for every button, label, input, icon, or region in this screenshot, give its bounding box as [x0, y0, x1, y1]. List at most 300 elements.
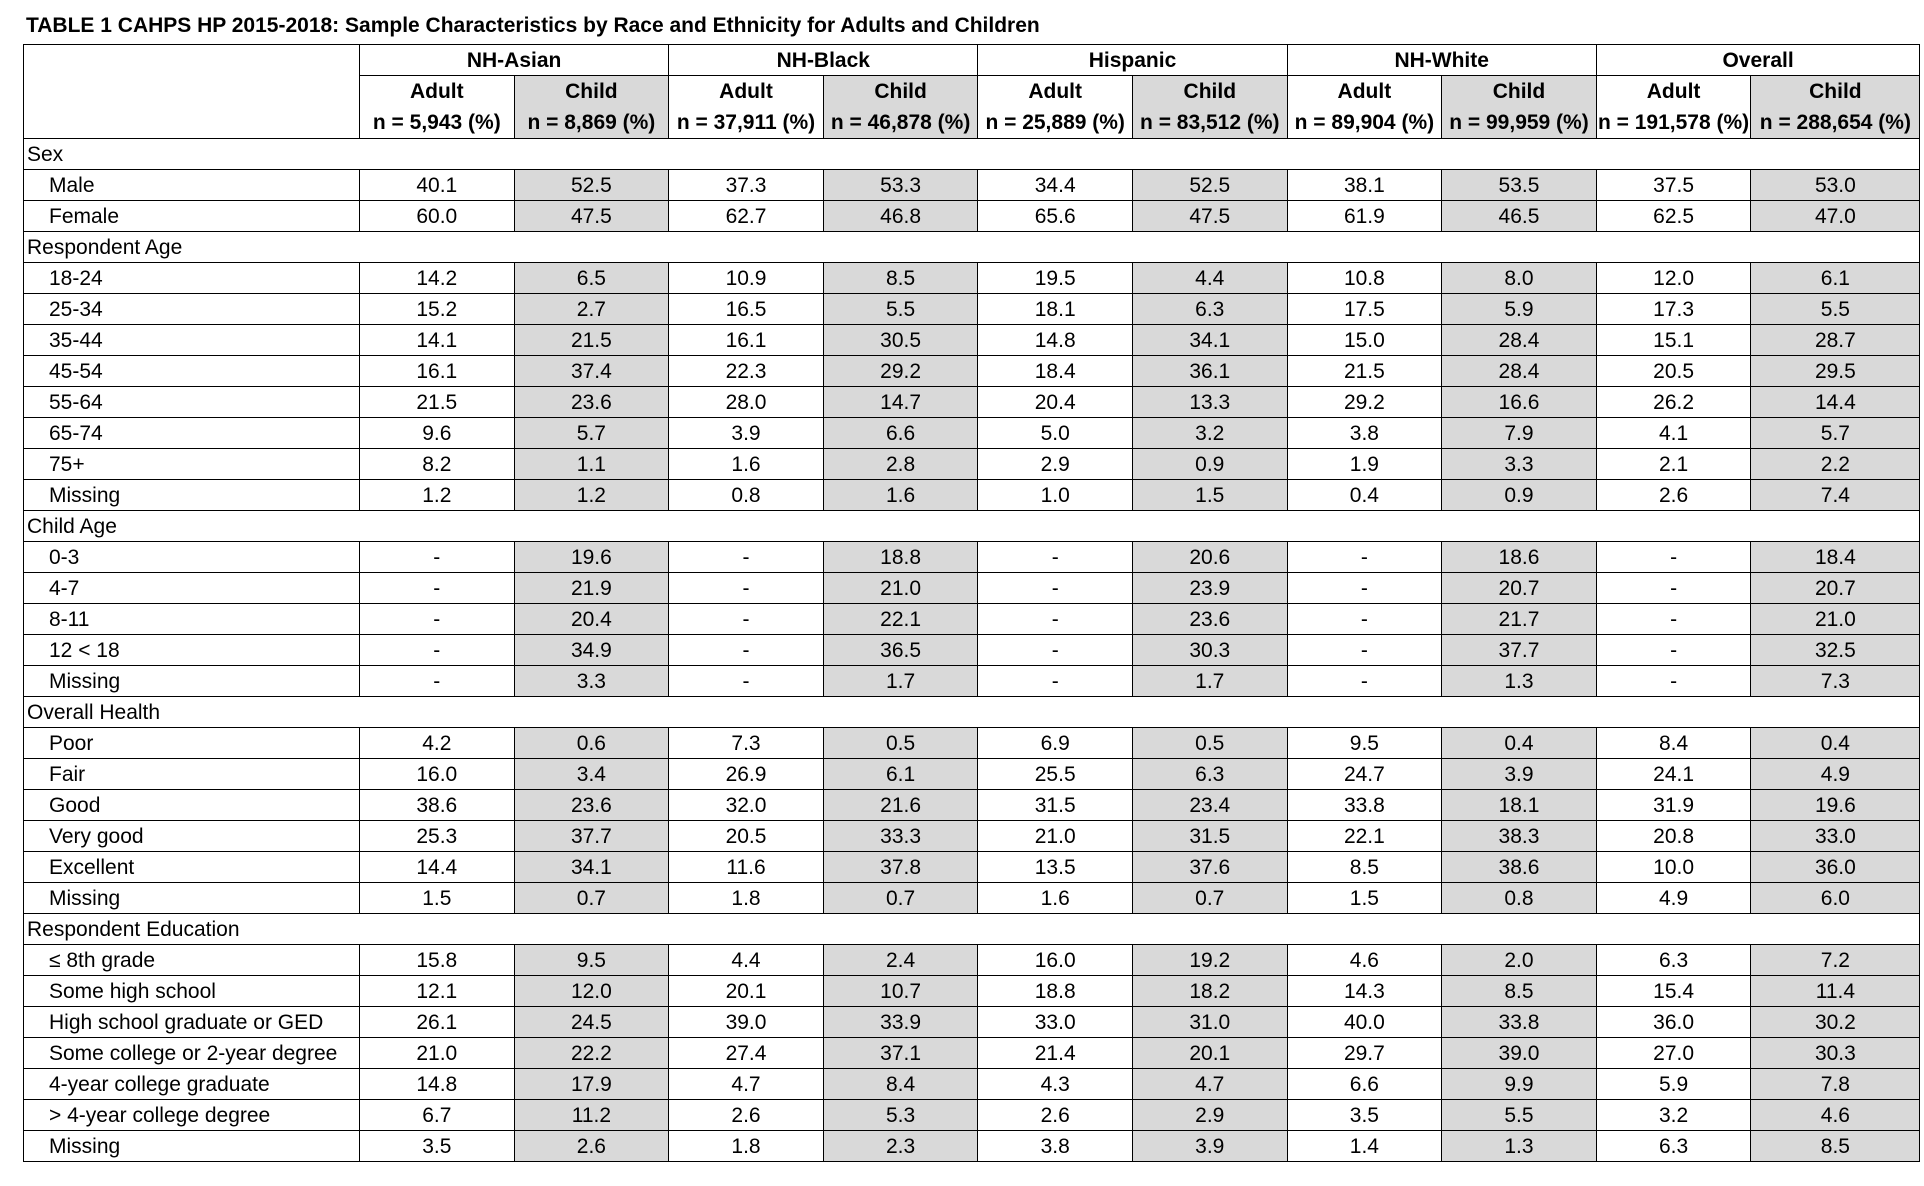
row-label: Poor: [24, 728, 360, 759]
row-label: 4-7: [24, 573, 360, 604]
child-value-cell: 31.5: [1132, 821, 1287, 852]
child-value-cell: 18.2: [1132, 976, 1287, 1007]
child-value-cell: 29.5: [1751, 356, 1920, 387]
child-value-cell: 0.9: [1442, 480, 1597, 511]
adult-value-cell: 10.8: [1287, 263, 1442, 294]
child-value-cell: 1.7: [1132, 666, 1287, 697]
table-row: [24, 759, 1920, 790]
adult-value-cell: 1.6: [978, 883, 1133, 914]
section-row: [24, 914, 1920, 945]
adult-value-cell: 14.8: [360, 1069, 515, 1100]
child-value-cell: 5.3: [823, 1100, 978, 1131]
child-value-cell: 13.3: [1132, 387, 1287, 418]
section-row: [24, 139, 1920, 170]
subheader-adult: Adult: [978, 76, 1133, 107]
child-value-cell: 30.3: [1751, 1038, 1920, 1069]
child-value-cell: 2.6: [514, 1131, 669, 1162]
adult-value-cell: 3.8: [1287, 418, 1442, 449]
child-value-cell: 21.0: [1751, 604, 1920, 635]
adult-value-cell: 33.0: [978, 1007, 1133, 1038]
adult-value-cell: -: [1287, 604, 1442, 635]
child-value-cell: 18.6: [1442, 542, 1597, 573]
section-row: [24, 511, 1920, 542]
child-value-cell: 2.4: [823, 945, 978, 976]
child-value-cell: 0.7: [823, 883, 978, 914]
adult-value-cell: 61.9: [1287, 201, 1442, 232]
child-value-cell: 2.3: [823, 1131, 978, 1162]
row-label: Good: [24, 790, 360, 821]
child-value-cell: 23.6: [514, 387, 669, 418]
sample-size-adult: n = 5,943 (%): [360, 106, 515, 139]
adult-value-cell: 20.5: [669, 821, 824, 852]
group-header-nh-white: NH-White: [1287, 45, 1596, 76]
child-value-cell: 0.5: [823, 728, 978, 759]
child-value-cell: 20.4: [514, 604, 669, 635]
child-value-cell: 52.5: [1132, 170, 1287, 201]
child-value-cell: 2.2: [1751, 449, 1920, 480]
adult-value-cell: 16.5: [669, 294, 824, 325]
row-label: 35-44: [24, 325, 360, 356]
child-value-cell: 38.3: [1442, 821, 1597, 852]
characteristics-table: [23, 44, 1920, 1162]
row-label: Very good: [24, 821, 360, 852]
child-value-cell: 3.9: [1442, 759, 1597, 790]
adult-value-cell: -: [1596, 604, 1751, 635]
adult-value-cell: 21.4: [978, 1038, 1133, 1069]
child-value-cell: 53.3: [823, 170, 978, 201]
row-label: Female: [24, 201, 360, 232]
adult-value-cell: -: [669, 635, 824, 666]
row-label: Missing: [24, 480, 360, 511]
child-value-cell: 6.0: [1751, 883, 1920, 914]
child-value-cell: 14.4: [1751, 387, 1920, 418]
table-row: [24, 1007, 1920, 1038]
adult-value-cell: 27.0: [1596, 1038, 1751, 1069]
adult-value-cell: 16.0: [978, 945, 1133, 976]
adult-value-cell: 65.6: [978, 201, 1133, 232]
child-value-cell: 2.9: [1132, 1100, 1287, 1131]
adult-value-cell: 15.8: [360, 945, 515, 976]
child-value-cell: 12.0: [514, 976, 669, 1007]
adult-value-cell: 34.4: [978, 170, 1133, 201]
child-value-cell: 1.2: [514, 480, 669, 511]
adult-value-cell: 16.0: [360, 759, 515, 790]
child-value-cell: 30.2: [1751, 1007, 1920, 1038]
adult-value-cell: 9.6: [360, 418, 515, 449]
child-value-cell: 18.8: [823, 542, 978, 573]
child-value-cell: 37.8: [823, 852, 978, 883]
group-header-nh-asian: NH-Asian: [360, 45, 669, 76]
row-label: ≤ 8th grade: [24, 945, 360, 976]
child-value-cell: 23.4: [1132, 790, 1287, 821]
table-row: [24, 1038, 1920, 1069]
child-value-cell: 0.9: [1132, 449, 1287, 480]
child-value-cell: 37.7: [514, 821, 669, 852]
table-row: [24, 201, 1920, 232]
child-value-cell: 20.7: [1751, 573, 1920, 604]
table-row: [24, 449, 1920, 480]
group-header-overall: Overall: [1596, 45, 1920, 76]
adult-value-cell: 4.7: [669, 1069, 824, 1100]
adult-value-cell: 6.9: [978, 728, 1133, 759]
child-value-cell: 1.7: [823, 666, 978, 697]
table-row: [24, 387, 1920, 418]
table-row: [24, 542, 1920, 573]
table-title: TABLE 1 CAHPS HP 2015-2018: Sample Characteristics by Race and Ethnicity for Adults and Children: [26, 14, 1040, 37]
child-value-cell: 3.4: [514, 759, 669, 790]
child-value-cell: 5.7: [514, 418, 669, 449]
adult-value-cell: -: [360, 666, 515, 697]
adult-value-cell: 15.4: [1596, 976, 1751, 1007]
adult-value-cell: 14.2: [360, 263, 515, 294]
adult-value-cell: 31.9: [1596, 790, 1751, 821]
adult-value-cell: 7.3: [669, 728, 824, 759]
child-value-cell: 36.1: [1132, 356, 1287, 387]
child-value-cell: 3.2: [1132, 418, 1287, 449]
adult-value-cell: 9.5: [1287, 728, 1442, 759]
adult-value-cell: 10.0: [1596, 852, 1751, 883]
child-value-cell: 7.3: [1751, 666, 1920, 697]
adult-value-cell: 21.0: [978, 821, 1133, 852]
table-row: [24, 945, 1920, 976]
adult-value-cell: 4.3: [978, 1069, 1133, 1100]
child-value-cell: 33.8: [1442, 1007, 1597, 1038]
group-header-nh-black: NH-Black: [669, 45, 978, 76]
adult-value-cell: 15.1: [1596, 325, 1751, 356]
child-value-cell: 0.4: [1442, 728, 1597, 759]
adult-value-cell: -: [978, 542, 1133, 573]
table-row: [24, 325, 1920, 356]
child-value-cell: 8.4: [823, 1069, 978, 1100]
row-label: High school graduate or GED: [24, 1007, 360, 1038]
adult-value-cell: 14.1: [360, 325, 515, 356]
child-value-cell: 39.0: [1442, 1038, 1597, 1069]
adult-value-cell: 33.8: [1287, 790, 1442, 821]
table-row: [24, 480, 1920, 511]
adult-value-cell: 20.5: [1596, 356, 1751, 387]
adult-value-cell: 6.7: [360, 1100, 515, 1131]
section-row: [24, 232, 1920, 263]
child-value-cell: 52.5: [514, 170, 669, 201]
adult-value-cell: 4.2: [360, 728, 515, 759]
child-value-cell: 32.5: [1751, 635, 1920, 666]
child-value-cell: 6.5: [514, 263, 669, 294]
adult-value-cell: 3.5: [360, 1131, 515, 1162]
child-value-cell: 14.7: [823, 387, 978, 418]
child-value-cell: 7.9: [1442, 418, 1597, 449]
table-row: [24, 573, 1920, 604]
subheader-adult: Adult: [1287, 76, 1442, 107]
adult-value-cell: 8.2: [360, 449, 515, 480]
adult-value-cell: 37.5: [1596, 170, 1751, 201]
adult-value-cell: -: [1287, 542, 1442, 573]
table-row: [24, 1100, 1920, 1131]
child-value-cell: 34.1: [514, 852, 669, 883]
child-value-cell: 0.4: [1751, 728, 1920, 759]
subheader-adult: Adult: [669, 76, 824, 107]
child-value-cell: 21.0: [823, 573, 978, 604]
adult-value-cell: -: [669, 542, 824, 573]
child-value-cell: 18.1: [1442, 790, 1597, 821]
sample-size-child: n = 46,878 (%): [823, 106, 978, 139]
child-value-cell: 4.4: [1132, 263, 1287, 294]
child-value-cell: 7.8: [1751, 1069, 1920, 1100]
section-title: Respondent Age: [24, 232, 1920, 263]
adult-value-cell: 6.3: [1596, 1131, 1751, 1162]
adult-value-cell: 3.5: [1287, 1100, 1442, 1131]
row-label: 25-34: [24, 294, 360, 325]
subheader-child: Child: [1132, 76, 1287, 107]
adult-value-cell: 27.4: [669, 1038, 824, 1069]
adult-value-cell: -: [669, 573, 824, 604]
child-value-cell: 20.1: [1132, 1038, 1287, 1069]
adult-value-cell: 15.0: [1287, 325, 1442, 356]
adult-value-cell: 26.1: [360, 1007, 515, 1038]
row-label: 18-24: [24, 263, 360, 294]
child-value-cell: 22.2: [514, 1038, 669, 1069]
child-value-cell: 30.3: [1132, 635, 1287, 666]
adult-value-cell: 37.3: [669, 170, 824, 201]
adult-value-cell: 8.4: [1596, 728, 1751, 759]
adult-value-cell: 28.0: [669, 387, 824, 418]
section-title: Sex: [24, 139, 1920, 170]
sample-size-adult: n = 37,911 (%): [669, 106, 824, 139]
adult-value-cell: 3.8: [978, 1131, 1133, 1162]
child-value-cell: 11.4: [1751, 976, 1920, 1007]
child-value-cell: 9.9: [1442, 1069, 1597, 1100]
section-title: Respondent Education: [24, 914, 1920, 945]
child-value-cell: 24.5: [514, 1007, 669, 1038]
adult-value-cell: 38.6: [360, 790, 515, 821]
sample-size-adult: n = 89,904 (%): [1287, 106, 1442, 139]
adult-value-cell: 2.6: [1596, 480, 1751, 511]
row-label: 12 < 18: [24, 635, 360, 666]
adult-value-cell: -: [1596, 573, 1751, 604]
child-value-cell: 34.1: [1132, 325, 1287, 356]
row-label: 75+: [24, 449, 360, 480]
adult-value-cell: 1.0: [978, 480, 1133, 511]
adult-value-cell: 0.4: [1287, 480, 1442, 511]
adult-value-cell: 5.0: [978, 418, 1133, 449]
child-value-cell: 18.4: [1751, 542, 1920, 573]
adult-value-cell: 25.5: [978, 759, 1133, 790]
adult-value-cell: 18.1: [978, 294, 1133, 325]
section-row: [24, 697, 1920, 728]
adult-value-cell: 11.6: [669, 852, 824, 883]
adult-value-cell: 2.6: [669, 1100, 824, 1131]
child-value-cell: 3.3: [1442, 449, 1597, 480]
adult-value-cell: 40.1: [360, 170, 515, 201]
row-label: Male: [24, 170, 360, 201]
table-row: [24, 1131, 1920, 1162]
table-row: [24, 976, 1920, 1007]
child-value-cell: 0.5: [1132, 728, 1287, 759]
row-label: Fair: [24, 759, 360, 790]
child-value-cell: 33.0: [1751, 821, 1920, 852]
adult-value-cell: 22.1: [1287, 821, 1442, 852]
row-label: 0-3: [24, 542, 360, 573]
child-value-cell: 19.6: [1751, 790, 1920, 821]
child-value-cell: 36.5: [823, 635, 978, 666]
table-row: [24, 263, 1920, 294]
sample-size-child: n = 99,959 (%): [1442, 106, 1597, 139]
adult-value-cell: 29.7: [1287, 1038, 1442, 1069]
row-label: Some college or 2-year degree: [24, 1038, 360, 1069]
adult-value-cell: 25.3: [360, 821, 515, 852]
child-value-cell: 4.6: [1751, 1100, 1920, 1131]
table-row: [24, 635, 1920, 666]
adult-value-cell: 1.5: [1287, 883, 1442, 914]
child-value-cell: 19.6: [514, 542, 669, 573]
child-value-cell: 16.6: [1442, 387, 1597, 418]
adult-value-cell: 16.1: [669, 325, 824, 356]
section-title: Overall Health: [24, 697, 1920, 728]
adult-value-cell: -: [978, 604, 1133, 635]
row-label: 4-year college graduate: [24, 1069, 360, 1100]
adult-value-cell: -: [978, 573, 1133, 604]
adult-value-cell: -: [669, 666, 824, 697]
adult-value-cell: 10.9: [669, 263, 824, 294]
adult-value-cell: 1.6: [669, 449, 824, 480]
child-value-cell: 5.7: [1751, 418, 1920, 449]
child-value-cell: 23.6: [1132, 604, 1287, 635]
adult-value-cell: 0.8: [669, 480, 824, 511]
child-value-cell: 17.9: [514, 1069, 669, 1100]
child-value-cell: 21.7: [1442, 604, 1597, 635]
adult-value-cell: 40.0: [1287, 1007, 1442, 1038]
child-value-cell: 4.7: [1132, 1069, 1287, 1100]
child-value-cell: 0.7: [514, 883, 669, 914]
subheader-adult: Adult: [1596, 76, 1751, 107]
child-value-cell: 7.4: [1751, 480, 1920, 511]
child-value-cell: 1.1: [514, 449, 669, 480]
child-value-cell: 8.5: [1751, 1131, 1920, 1162]
child-value-cell: 6.6: [823, 418, 978, 449]
header-corner: [24, 45, 360, 139]
adult-value-cell: 3.2: [1596, 1100, 1751, 1131]
adult-value-cell: 17.3: [1596, 294, 1751, 325]
adult-value-cell: -: [669, 604, 824, 635]
table-row: [24, 356, 1920, 387]
row-label: > 4-year college degree: [24, 1100, 360, 1131]
adult-value-cell: -: [978, 666, 1133, 697]
adult-value-cell: 1.8: [669, 1131, 824, 1162]
child-value-cell: 5.5: [823, 294, 978, 325]
child-value-cell: 37.6: [1132, 852, 1287, 883]
row-label: 65-74: [24, 418, 360, 449]
child-value-cell: 1.6: [823, 480, 978, 511]
child-value-cell: 21.5: [514, 325, 669, 356]
table-row: [24, 1069, 1920, 1100]
adult-value-cell: 12.1: [360, 976, 515, 1007]
adult-value-cell: -: [360, 573, 515, 604]
row-label: Missing: [24, 1131, 360, 1162]
adult-value-cell: 1.4: [1287, 1131, 1442, 1162]
adult-value-cell: 19.5: [978, 263, 1133, 294]
sample-size-child: n = 288,654 (%): [1751, 106, 1920, 139]
child-value-cell: 1.3: [1442, 666, 1597, 697]
child-value-cell: 23.6: [514, 790, 669, 821]
child-value-cell: 5.9: [1442, 294, 1597, 325]
adult-value-cell: 18.8: [978, 976, 1133, 1007]
adult-value-cell: 26.2: [1596, 387, 1751, 418]
adult-value-cell: 13.5: [978, 852, 1133, 883]
table-row: [24, 883, 1920, 914]
adult-value-cell: -: [1596, 542, 1751, 573]
child-value-cell: 4.9: [1751, 759, 1920, 790]
group-header-hispanic: Hispanic: [978, 45, 1287, 76]
adult-value-cell: 4.4: [669, 945, 824, 976]
table-row: [24, 170, 1920, 201]
table-row: [24, 604, 1920, 635]
adult-value-cell: 31.5: [978, 790, 1133, 821]
child-value-cell: 22.1: [823, 604, 978, 635]
adult-value-cell: 1.2: [360, 480, 515, 511]
adult-value-cell: -: [1596, 666, 1751, 697]
child-value-cell: 28.4: [1442, 325, 1597, 356]
adult-value-cell: 17.5: [1287, 294, 1442, 325]
child-value-cell: 3.9: [1132, 1131, 1287, 1162]
table-row: [24, 852, 1920, 883]
child-value-cell: 38.6: [1442, 852, 1597, 883]
child-value-cell: 0.7: [1132, 883, 1287, 914]
adult-value-cell: 60.0: [360, 201, 515, 232]
child-value-cell: 1.5: [1132, 480, 1287, 511]
adult-value-cell: 3.9: [669, 418, 824, 449]
child-value-cell: 6.3: [1132, 294, 1287, 325]
sample-size-child: n = 83,512 (%): [1132, 106, 1287, 139]
table-row: [24, 790, 1920, 821]
adult-value-cell: 1.8: [669, 883, 824, 914]
adult-value-cell: 29.2: [1287, 387, 1442, 418]
subheader-adult: Adult: [360, 76, 515, 107]
child-value-cell: 2.0: [1442, 945, 1597, 976]
child-value-cell: 7.2: [1751, 945, 1920, 976]
adult-value-cell: -: [360, 542, 515, 573]
adult-value-cell: 16.1: [360, 356, 515, 387]
adult-value-cell: 6.3: [1596, 945, 1751, 976]
table-header: [24, 45, 1920, 139]
child-value-cell: 21.6: [823, 790, 978, 821]
child-value-cell: 19.2: [1132, 945, 1287, 976]
adult-value-cell: 36.0: [1596, 1007, 1751, 1038]
child-value-cell: 6.1: [1751, 263, 1920, 294]
child-value-cell: 11.2: [514, 1100, 669, 1131]
adult-value-cell: 8.5: [1287, 852, 1442, 883]
table-row: [24, 728, 1920, 759]
adult-value-cell: 15.2: [360, 294, 515, 325]
adult-value-cell: 5.9: [1596, 1069, 1751, 1100]
group-header-row: [24, 45, 1920, 76]
child-value-cell: 8.5: [823, 263, 978, 294]
section-title: Child Age: [24, 511, 1920, 542]
table-body: [24, 139, 1920, 1162]
row-label: Missing: [24, 883, 360, 914]
row-label: 45-54: [24, 356, 360, 387]
adult-value-cell: 2.6: [978, 1100, 1133, 1131]
child-value-cell: 47.5: [1132, 201, 1287, 232]
child-value-cell: 3.3: [514, 666, 669, 697]
table-row: [24, 821, 1920, 852]
adult-value-cell: 32.0: [669, 790, 824, 821]
adult-value-cell: 62.5: [1596, 201, 1751, 232]
row-label: Excellent: [24, 852, 360, 883]
child-value-cell: 0.8: [1442, 883, 1597, 914]
child-value-cell: 2.8: [823, 449, 978, 480]
adult-value-cell: 20.8: [1596, 821, 1751, 852]
child-value-cell: 9.5: [514, 945, 669, 976]
adult-value-cell: 21.5: [360, 387, 515, 418]
